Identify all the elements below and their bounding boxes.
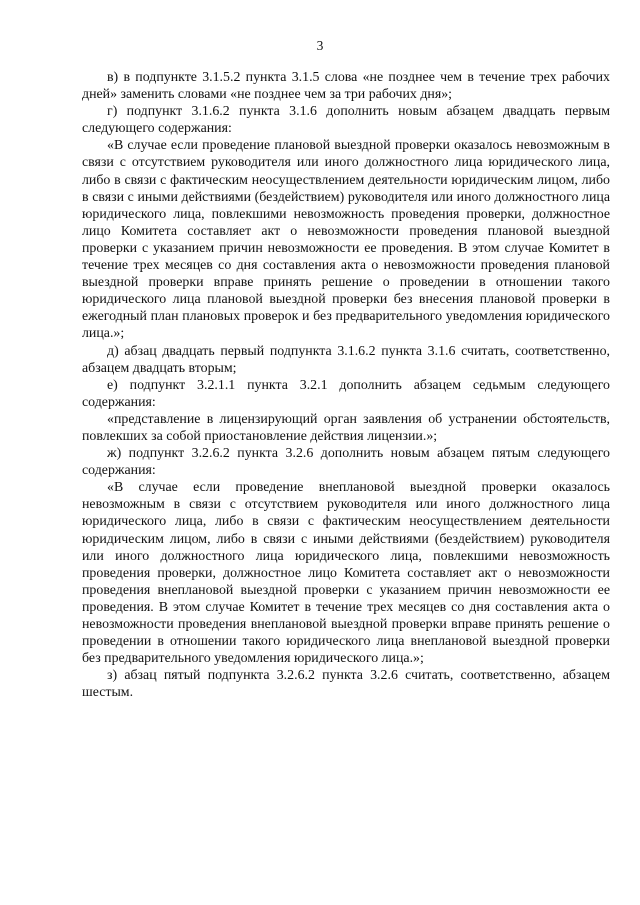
paragraph-quote-license-suspension: «представление в лицензирующий орган заявления об устранении обстоятельств, повлекших за собой приостановление действия лицензии.»; (82, 411, 610, 444)
paragraph-quote-unscheduled-inspection: «В случае если проведение внеплановой выездной проверки оказалось невозможным в связи с отсутствием руководителя или иного должностного лица юридического лица, либо в связи с фактическим неосуществлением деятельности юридическим лицом, либо в связи с иными действиями (бездействием) руководителя или иного должностного лица юридического лица, повлекшими невозможность проведения проверки, должностное лицо Комитета составляет акт о невозможности проведения внеплановой выездной проверки с указанием причин невозможности ее проведения. В этом случае Комитет в течение трех месяцев со дня составления акта о невозможности проведения внеплановой выездной проверки вправе принять решение о проведении в отношении такого юридического лица внеплановой выездной проверки без предварительного уведомления юридического лица.»; (82, 480, 610, 667)
page-number: 3 (316, 38, 324, 53)
paragraph-d-renumber-abzac: д) абзац двадцать первый подпункта 3.1.6.2 пункта 3.1.6 считать, соответственно, абзацем двадцать вторым; (82, 343, 610, 376)
paragraph-g-amend-3-1-6-2: г) подпункт 3.1.6.2 пункта 3.1.6 дополнить новым абзацем двадцать первым следующего содержания: (82, 104, 610, 137)
paragraph-v-deadline-wording: в) в подпункте 3.1.5.2 пункта 3.1.5 слова «не позднее чем в течение трех рабочих дней» заменить словами «не позднее чем за три рабочих дня»; (82, 70, 610, 103)
paragraph-e-amend-3-2-1-1: е) подпункт 3.2.1.1 пункта 3.2.1 дополнить абзацем седьмым следующего содержания: (82, 377, 610, 410)
paragraph-zh-amend-3-2-6-2: ж) подпункт 3.2.6.2 пункта 3.2.6 дополнить новым абзацем пятым следующего содержания: (82, 446, 610, 479)
paragraph-z-renumber-abzac: з) абзац пятый подпункта 3.2.6.2 пункта 3.2.6 считать, соответственно, абзацем шестым. (82, 668, 610, 701)
document-body (82, 69, 610, 701)
paragraph-quote-planned-inspection: «В случае если проведение плановой выездной проверки оказалось невозможным в связи с отсутствием руководителя или иного должностного лица юридического лица, либо в связи с фактическим неосуществлением деятельности юридическим лицом, либо в связи с иными действиями (бездействием) руководителя или иного должностного лица юридического лица, повлекшими невозможность проведения проверки, должностное лицо Комитета составляет акт о невозможности проведения плановой выездной проверки с указанием причин невозможности ее проведения. В этом случае Комитет в течение трех месяцев со дня составления акта о невозможности проведения плановой выездной проверки вправе принять решение о проведении в отношении такого юридического лица плановой выездной проверки без внесения плановой проверки в ежегодный план плановых проверок и без предварительного уведомления юридического лица.»; (82, 138, 610, 342)
